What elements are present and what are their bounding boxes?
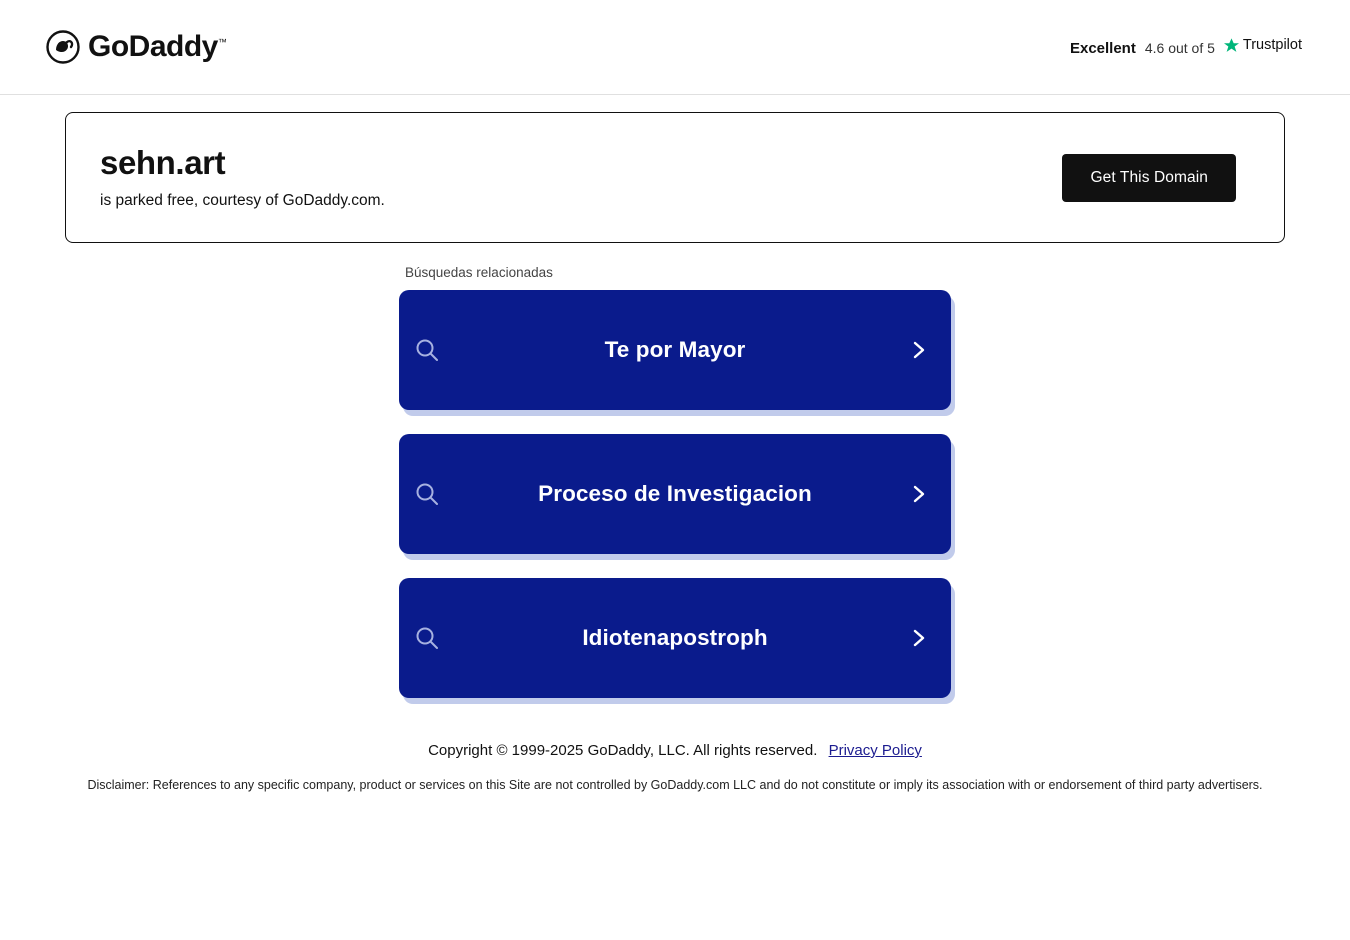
- related-searches-list: [0, 290, 1350, 698]
- related-search-title: Te por Mayor: [604, 337, 746, 362]
- related-search-card-3[interactable]: [399, 578, 951, 698]
- trustpilot-name: Trustpilot: [1242, 37, 1302, 54]
- godaddy-wordmark: [88, 30, 227, 64]
- godaddy-logo[interactable]: [46, 30, 227, 64]
- search-icon: [413, 480, 441, 508]
- trustpilot-brand: [1224, 37, 1302, 53]
- related-search-title: Idiotenapostroph: [582, 625, 768, 650]
- trustpilot-rating[interactable]: [1070, 37, 1302, 57]
- page-title: sehn.art: [100, 144, 226, 182]
- trustpilot-star-icon: [1224, 38, 1239, 53]
- disclaimer-text: Disclaimer: References to any specific company, product or services on this Site are not controlled by GoDaddy.com LLC and do not constitute or imply its association with or endorsement of third party advertisers.: [87, 778, 1263, 792]
- search-icon: [413, 336, 441, 364]
- copyright-text: Copyright © 1999-2025 GoDaddy, LLC. All rights reserved.: [428, 742, 818, 759]
- chevron-right-icon: [909, 340, 929, 360]
- privacy-policy-link[interactable]: Privacy Policy: [828, 742, 922, 759]
- related-searches-label: Búsquedas relacionadas: [405, 265, 553, 280]
- related-search-title: Proceso de Investigacion: [538, 481, 812, 506]
- chevron-right-icon: [909, 484, 929, 504]
- trustpilot-excellent-label: Excellent: [1069, 39, 1136, 57]
- copyright-line: [0, 742, 1350, 759]
- chevron-right-icon: [909, 628, 929, 648]
- trademark-symbol: ™: [217, 37, 227, 47]
- related-search-card-2[interactable]: [399, 434, 951, 554]
- related-search-card-1[interactable]: [399, 290, 951, 410]
- site-footer: [0, 742, 1350, 792]
- search-icon: [413, 624, 441, 652]
- related-searches-section: [0, 265, 1350, 698]
- domain-info: [100, 145, 385, 209]
- godaddy-heart-icon: [46, 30, 80, 64]
- get-this-domain-button[interactable]: Get This Domain: [1062, 154, 1236, 202]
- logo-text: GoDaddy: [88, 30, 218, 63]
- parked-domain-card: [65, 112, 1285, 243]
- site-header: [0, 0, 1350, 95]
- domain-subtitle: is parked free, courtesy of GoDaddy.com.: [100, 191, 385, 209]
- trustpilot-score: 4.6 out of 5: [1144, 39, 1215, 56]
